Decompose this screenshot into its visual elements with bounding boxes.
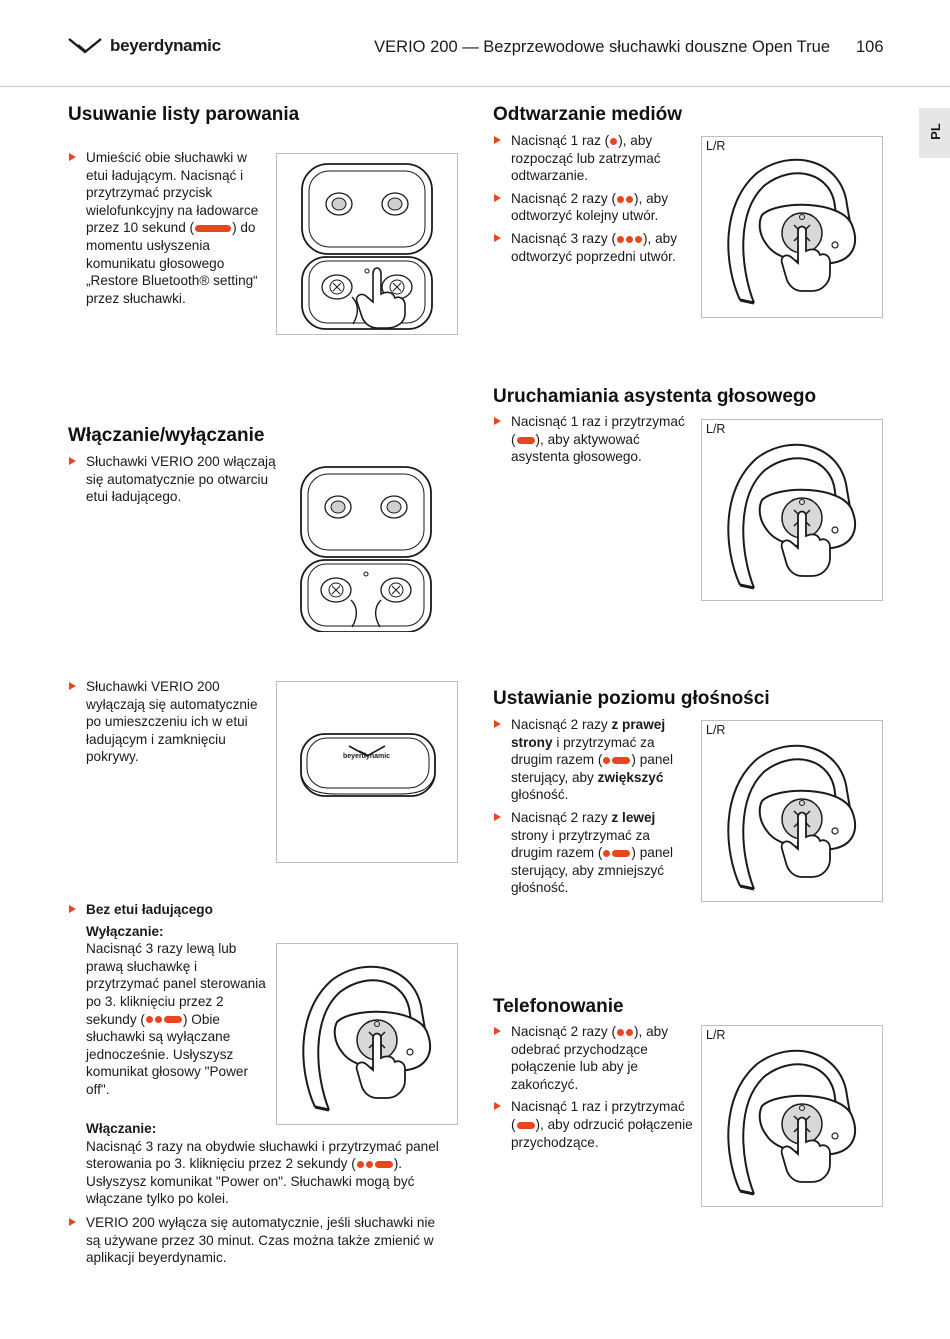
phone-text: Nacisnąć 2 razy ( ), aby odebrać przychodzące połączenie lub aby je zakończyć. Nacisnąć 1 raz i przytrzymać ( ), aby odrzucić połączenie przychodzące. <box>493 1023 693 1151</box>
case-brand-label: beyerdynamic <box>343 753 391 760</box>
language-tab: PL <box>919 108 950 158</box>
assistant-text: Nacisnąć 1 raz i przytrzymać ( ), aby aktywować asystenta głosowego. <box>493 413 693 466</box>
case-reset-figure <box>276 153 458 335</box>
power-heading: Włączanie/wyłączanie <box>68 425 265 446</box>
volume-heading: Ustawianie poziomu głośności <box>493 688 770 709</box>
pairing-reset-text: Umieścić obie słuchawki w etui ładującym. Nacisnąć i przytrzymać przycisk wielofunkcyjny na ładowarce przez 10 sekund ( ) do momentu usłyszenia komunikatu głosowego „Restore Bluetooth® setting“ przez słuchawki. <box>68 149 264 307</box>
brand-name: beyerdynamic <box>110 36 221 55</box>
power-on-text: Słuchawki VERIO 200 włączają się automatycznie po otwarciu etui ładującego. <box>68 453 278 506</box>
media-heading: Odtwarzanie mediów <box>493 104 682 125</box>
volume-figure: L/R <box>701 720 883 902</box>
volume-text: Nacisnąć 2 razy z prawej strony i przytrzymać za drugim razem ( ) panel sterujący, aby zwiększyć głośność. Nacisnąć 2 razy z lewej strony i przytrzymać za drugim razem ( ) panel sterujący, aby zmniejszyć głośność. <box>493 716 693 897</box>
phone-figure: L/R <box>701 1025 883 1207</box>
long-press-indicator <box>195 225 231 232</box>
beyerdynamic-logo-icon <box>68 37 102 55</box>
power-off-text: Słuchawki VERIO 200 wyłączają się automatycznie po umieszczeniu ich w etui ładującym i zamknięciu pokrywy. <box>68 678 258 766</box>
page-number: 106 <box>856 38 884 56</box>
pairing-reset-heading: Usuwanie listy parowania <box>68 104 300 125</box>
no-case-block: Bez etui ładującego Wyłączanie: Nacisnąć 3 razy lewą lub prawą słuchawkę i przytrzymać panel sterowania po 3. kliknięciu przez 2 sekundy ( ) Obie słuchawki są wyłączane jednocześnie. Usłyszysz komunikat głosowy "Power off". <box>68 901 268 1099</box>
power-on-manual-text: Włączanie: Nacisnąć 3 razy na obydwie słuchawki i przytrzymać panel sterowania po 3. kliknięciu przez 2 sekundy ( ). Usłyszysz komunikat "Power on". Słuchawki mogą być włączane tylko po kolei. VERIO 200 wyłącza się automatycznie, jeśli słuchawki nie są używane przez 30 minut. Czas można także zmienić w aplikacji beyerdynamic. <box>68 1120 453 1267</box>
header-divider <box>0 86 950 87</box>
case-open-figure <box>296 462 436 632</box>
case-closed-figure <box>276 681 458 863</box>
assistant-heading: Uruchamiania asystenta głosowego <box>493 386 817 407</box>
media-text: Nacisnąć 1 raz ( ), aby rozpocząć lub zatrzymać odtwarzanie. Nacisnąć 2 razy ( ), aby odtworzyć kolejny utwór. Nacisnąć 3 razy ( ), aby odtworzyć poprzedni utwór. <box>493 132 693 265</box>
earbud-power-figure <box>276 943 458 1125</box>
media-figure: L/R <box>701 136 883 318</box>
assistant-figure: L/R <box>701 419 883 601</box>
document-title: VERIO 200 — Bezprzewodowe słuchawki douszne Open True <box>374 38 830 56</box>
brand-logo <box>68 36 221 56</box>
phone-heading: Telefonowanie <box>493 996 624 1017</box>
